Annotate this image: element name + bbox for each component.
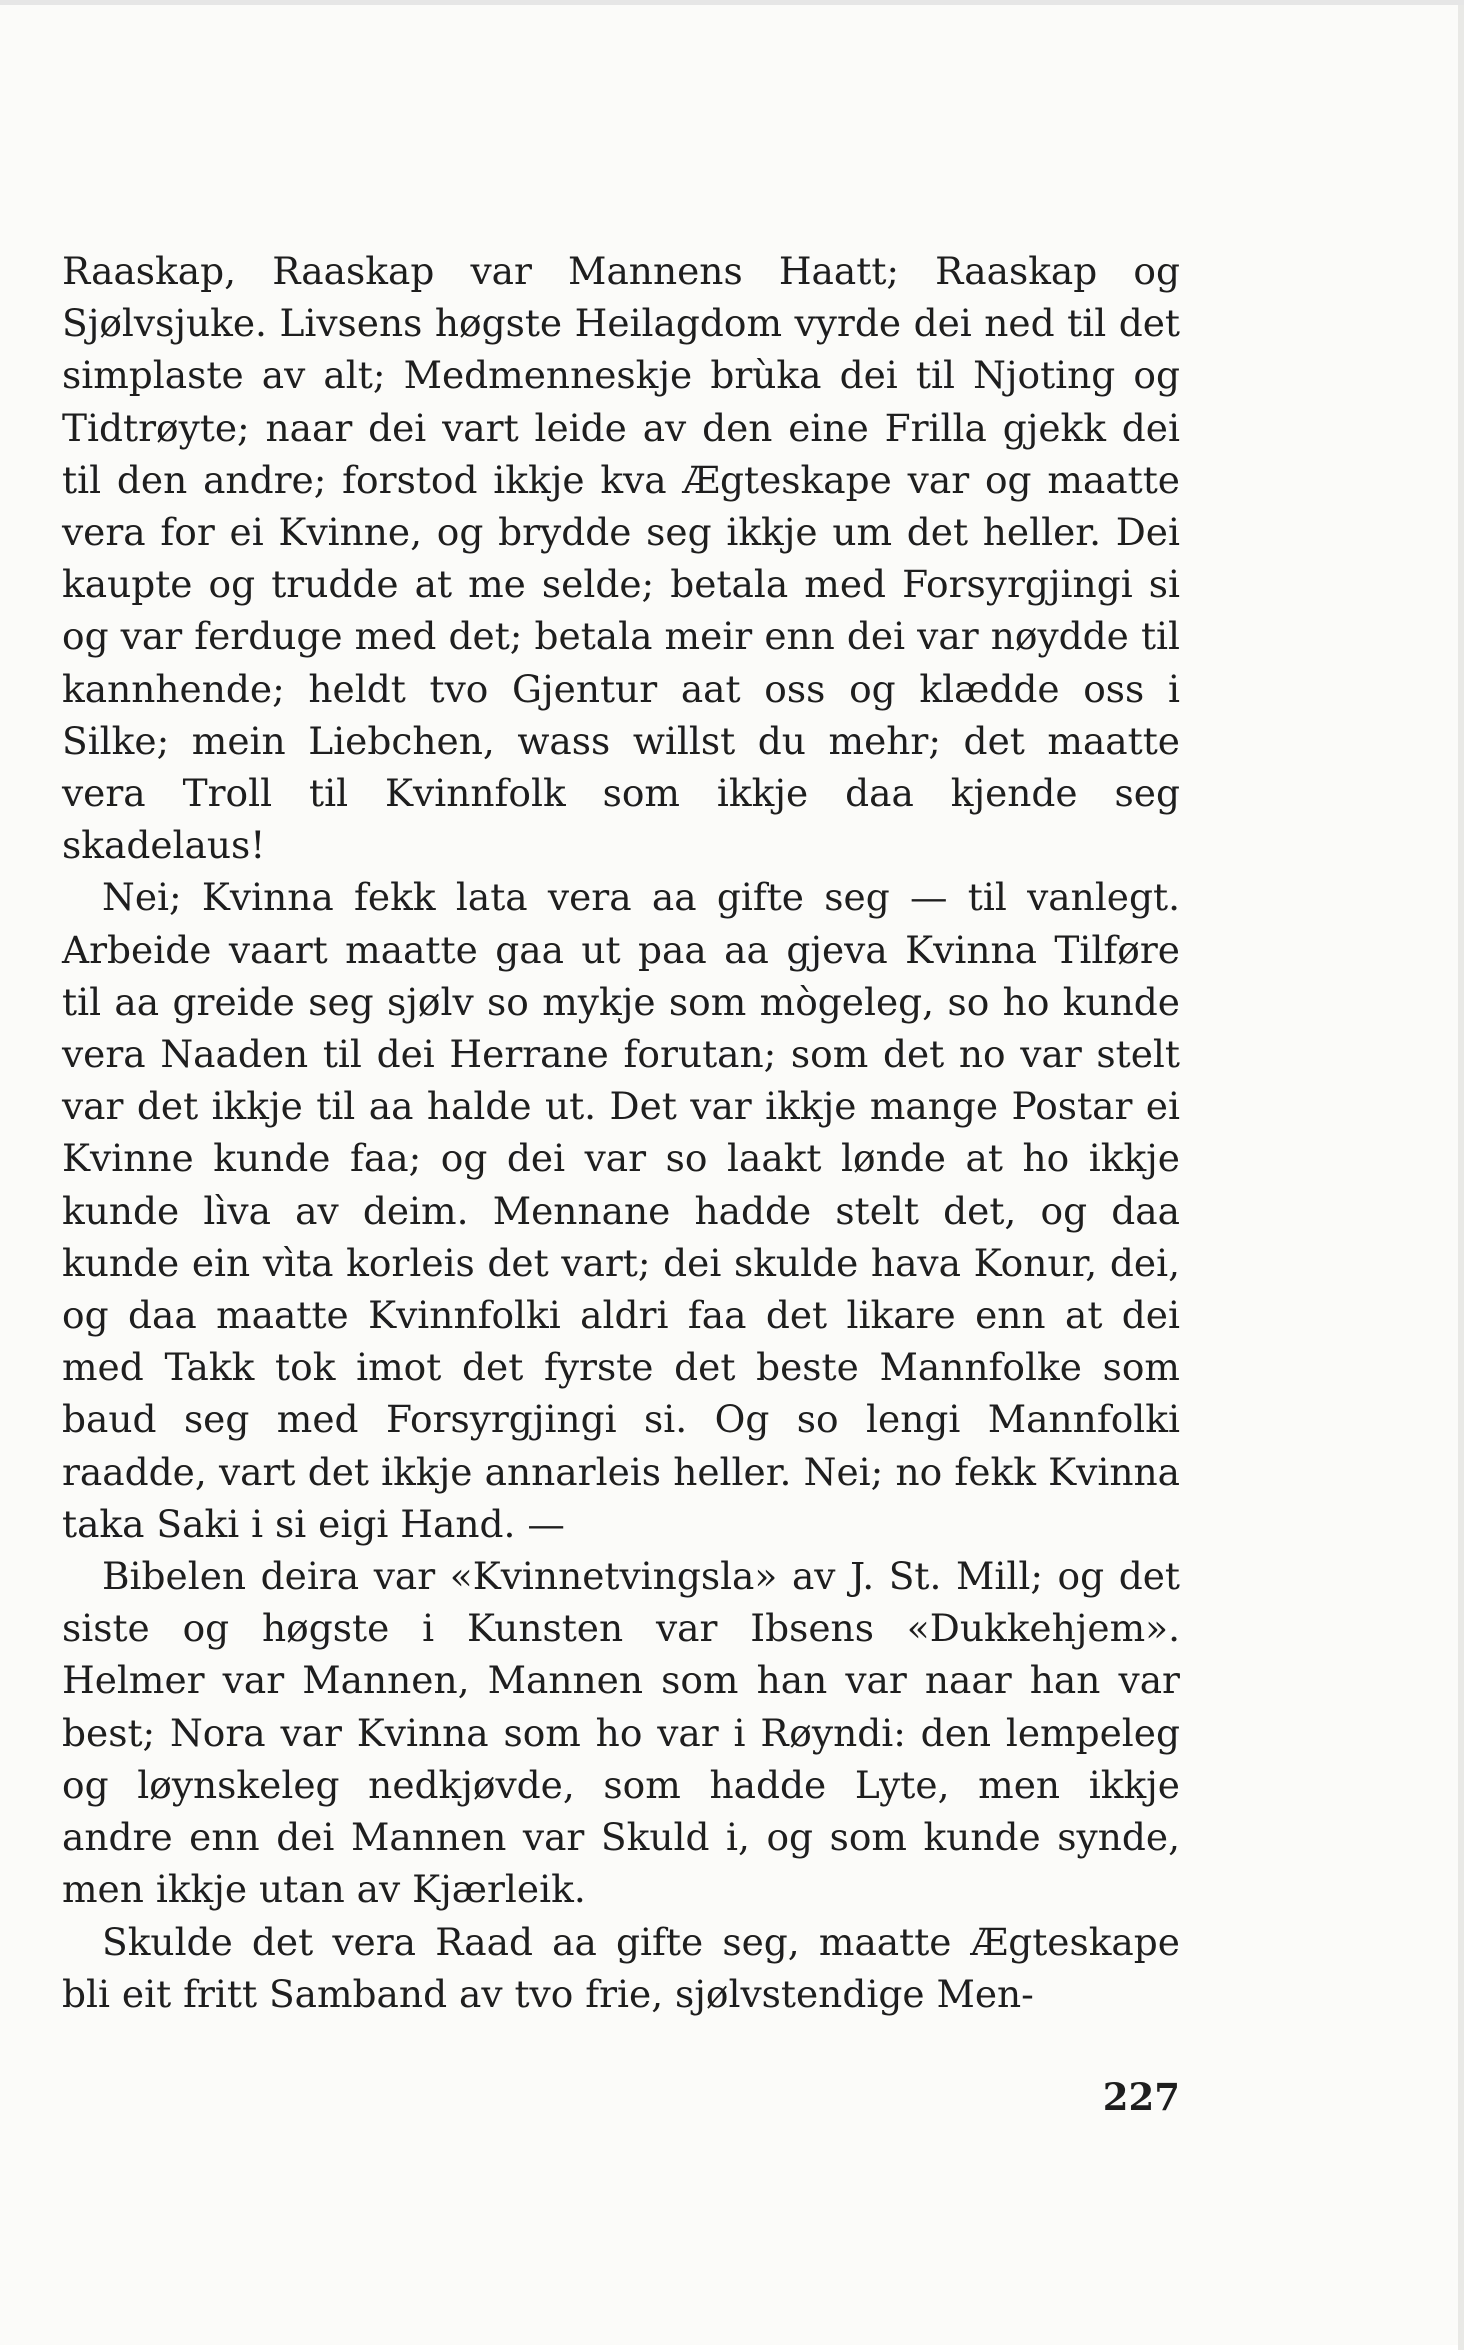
page-edge (1458, 5, 1464, 2350)
page-number: 227 (1102, 2075, 1180, 2119)
paragraph-3: Bibelen deira var «Kvinnetvingsla» av J. St. Mill; og det siste og høgste i Kunsten var Ibsens «Dukkehjem». Helmer var Mannen, Mannen som han var naar han var best; Nora var Kvinna som ho var i Røyndi: den lempeleg og løynskeleg nedkjøvde, som hadde Lyte, men ikkje andre enn dei Mannen var Skuld i, og som kunde synde, men ikkje utan av Kjærleik. (62, 1554, 1180, 1912)
paragraph-1: Raaskap, Raaskap var Mannens Haatt; Raaskap og Sjølvsjuke. Livsens høgste Heilagdom vyrde dei ned til det simplaste av alt; Medmenneskje brùka dei til Njoting og Tidtrøyte; naar dei vart leide av den eine Frilla gjekk dei til den andre; forstod ikkje kva Ægteskape var og maatte vera for ei Kvinne, og brydde seg ikkje um det heller. Dei kaupte og trudde at me selde; betala med Forsyrgjingi si og var ferduge med det; betala meir enn dei var nøydde til kannhende; heldt tvo Gjentur aat oss og klædde oss i Silke; mein Liebchen, wass willst du mehr; det maatte vera Troll til Kvinnfolk som ikkje daa kjende seg skadelaus! (62, 249, 1180, 868)
paragraph-2: Nei; Kvinna fekk lata vera aa gifte seg — til vanlegt. Arbeide vaart maatte gaa ut paa aa gjeva Kvinna Tilføre til aa greide seg sjølv so mykje som mògeleg, so ho kunde vera Naaden til dei Herrane forutan; som det no var stelt var det ikkje til aa halde ut. Det var ikkje mange Postar ei Kvinne kunde faa; og dei var so laakt lønde at ho ikkje kunde lìva av deim. Mennane hadde stelt det, og daa kunde ein vìta korleis det vart; dei skulde hava Konur, dei, og daa maatte Kvinnfolki aldri faa det likare enn at dei med Takk tok imot det fyrste det beste Mannfolke som baud seg med Forsyrgjingi si. Og so lengi Mannfolki raadde, vart det ikkje annarleis heller. Nei; no fekk Kvinna taka Saki i si eigi Hand. — (62, 875, 1180, 1546)
body-text (62, 245, 1180, 2020)
paragraph-4: Skulde det vera Raad aa gifte seg, maatte Ægteskape bli eit fritt Samband av tvo frie, sjølvstendige Men- (62, 1919, 1180, 2016)
